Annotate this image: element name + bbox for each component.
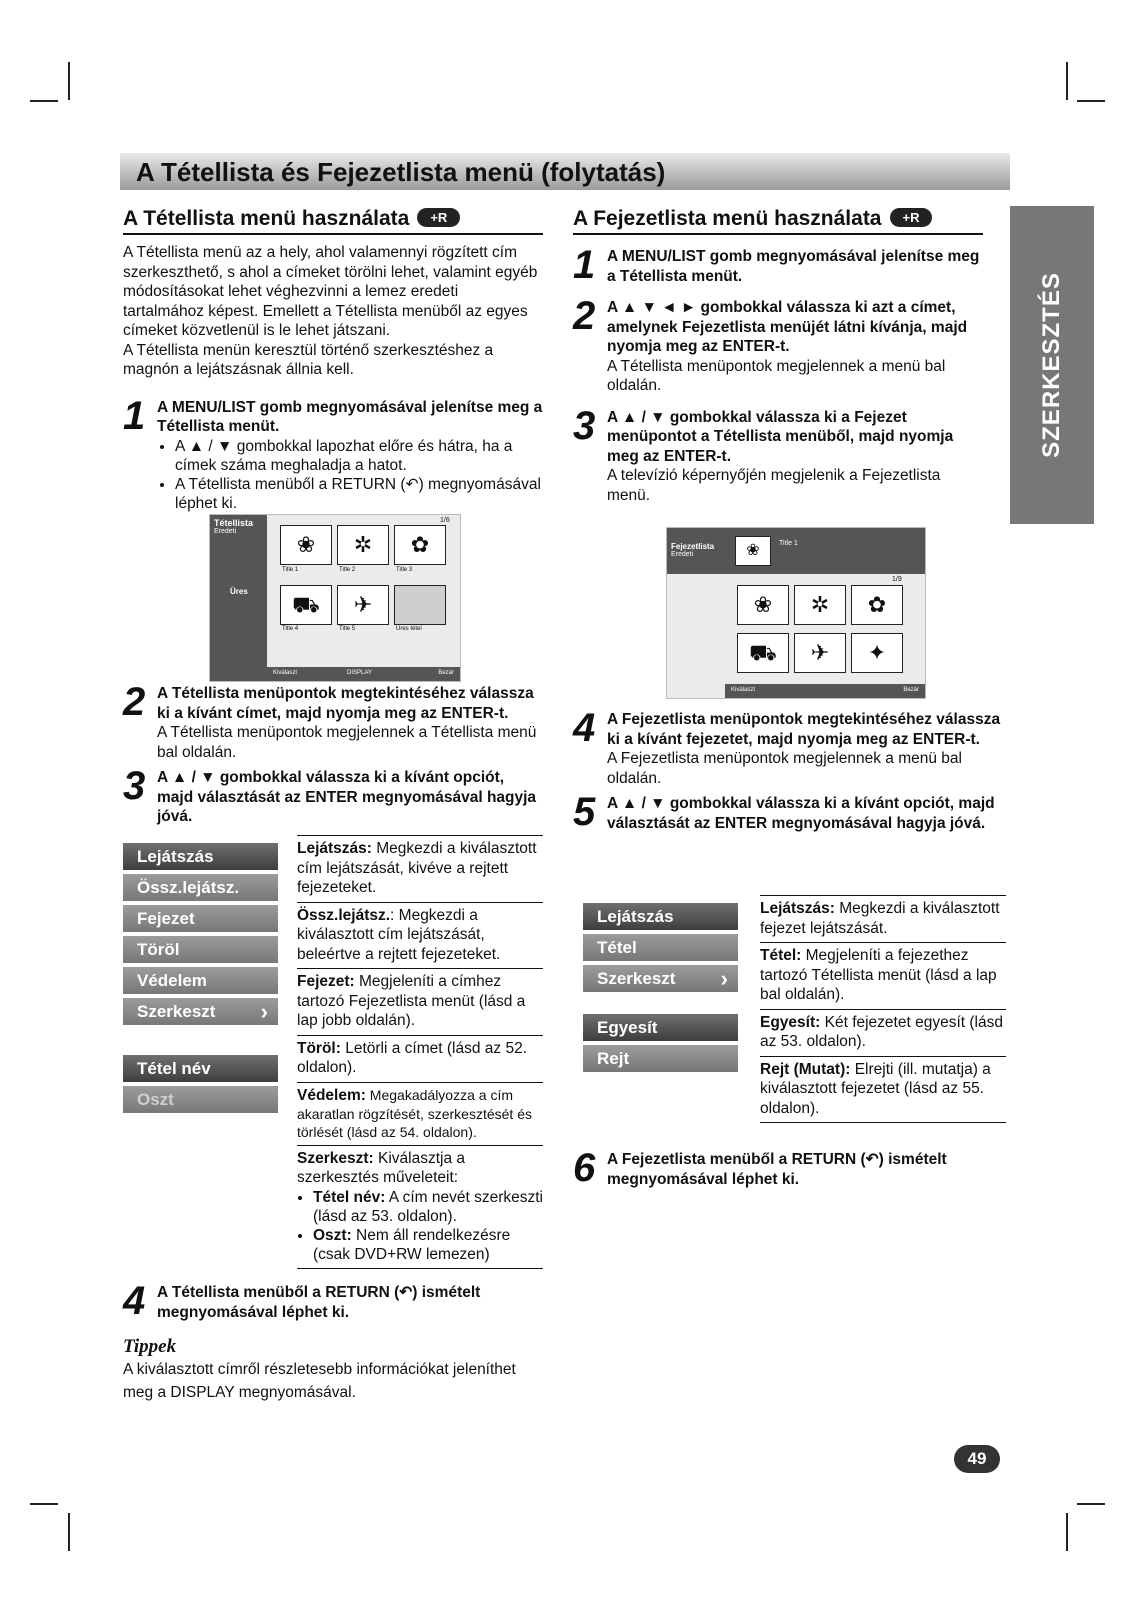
page-title: A Tétellista és Fejezetlista menü (folytatás) <box>136 157 666 187</box>
left-column-2 <box>123 680 543 827</box>
chapter-options-descriptions <box>760 895 1006 1123</box>
osd-thumb: ⛟ <box>280 585 332 625</box>
menu-item-osszlejatsz[interactable]: Össz.lejátsz. <box>123 874 278 901</box>
desc-item: Össz.lejátsz.: Megkezdi a kiválasztott cím lejátszását, beleértve a rejtett fejezeteket. <box>297 902 543 969</box>
desc-item: Lejátszás: Megkezdi a kiválasztott fejezet lejátszását. <box>760 895 1006 942</box>
left-step-3: 3 A ▲ / ▼ gombokkal válassza ki a kívánt opciót, majd választását az ENTER megnyomásával hagyja jóvá. <box>123 764 537 825</box>
left-step-4: 4 A Tétellista menüből a RETURN (↶) ismételt megnyomásával léphet ki. <box>123 1279 481 1323</box>
edit-submenu <box>123 1055 278 1117</box>
crop-mark <box>1077 100 1105 102</box>
menu-item-tetel[interactable]: Tétel <box>583 934 738 961</box>
menu-item-lejatszas[interactable]: Lejátszás <box>583 903 738 930</box>
osd-info: ❀ Title 1 <box>725 528 925 574</box>
step-number: 2 <box>573 294 596 338</box>
osd-thumb: ✲ <box>794 585 846 625</box>
osd-sidebar: Tétellista Eredeti Üres <box>210 515 267 681</box>
right-step-6: 6 A Fejezetlista menüből a RETURN (↶) ismételt megnyomásával léphet ki. <box>573 1146 947 1190</box>
left-heading: A Tétellista menü használata +R <box>123 207 543 235</box>
desc-item: Tétel: Megjeleníti a fejezethez tartozó Tétellista menüt (lásd a lap bal oldalán). <box>760 942 1006 1009</box>
desc-item: Töröl: Letörli a címet (lásd az 52. oldalon). <box>297 1035 543 1082</box>
menu-item-torol[interactable]: Töröl <box>123 936 278 963</box>
bullet: • A Tétellista menüből a RETURN (↶) megnyomásával léphet ki. <box>175 475 543 513</box>
chapter-options-menu <box>583 903 738 996</box>
crop-mark <box>30 100 58 102</box>
step-number: 6 <box>573 1146 596 1190</box>
step-bold: A MENU/LIST gomb megnyomásával jelenítse meg a Tétellista menüt. <box>157 398 543 435</box>
osd-thumb: ⛟ <box>737 633 789 673</box>
bullet: • Tétel név: A cím nevét szerkeszti (lásd az 53. oldalon). <box>313 1188 543 1226</box>
desc-item: Rejt (Mutat): Elrejti (ill. mutatja) a kiválasztott fejezetet (lásd az 55. oldalon). <box>760 1056 1006 1124</box>
desc-item: Fejezet: Megjeleníti a címhez tartozó Fejezetlista menüt (lásd a lap jobb oldalán). <box>297 968 543 1035</box>
right-step-2: 2 A ▲ ▼ ◄ ► gombokkal válassza ki azt a címet, amelynek Fejezetlista menüjét látni kívánja, majd nyomja meg az ENTER-t. A Tétellista menüpontok megjelennek a menü bal oldalán. <box>573 294 968 394</box>
chapter-list-osd <box>666 527 926 699</box>
page-number: 49 <box>954 1445 1000 1473</box>
plus-r-badge: +R <box>890 208 933 227</box>
left-step-1 <box>123 393 543 513</box>
right-step-4: 4 A Fejezetlista menüpontok megtekintéséhez válassza ki a kívánt fejezetet, majd nyomja meg az ENTER-t. A Fejezetlista menüpontok megjelennek a menü bal oldalán. <box>573 706 1001 787</box>
osd-page: 1/6 <box>440 517 450 524</box>
step-number: 2 <box>123 680 146 724</box>
title-options-menu <box>123 843 278 1029</box>
desc-item: Egyesít: Két fejezetet egyesít (lásd az 53. oldalon). <box>760 1009 1006 1056</box>
osd-thumb: ✈ <box>337 585 389 625</box>
crop-mark <box>68 1513 70 1551</box>
title-options-descriptions <box>297 835 543 1269</box>
step-number: 5 <box>573 790 596 834</box>
crop-mark <box>1066 62 1068 100</box>
right-column-3 <box>573 1146 1003 1190</box>
bullet: • A ▲ / ▼ gombokkal lapozhat előre és hátra, ha a címek száma meghaladja a hatot. <box>175 437 543 475</box>
step-number: 3 <box>123 764 146 808</box>
menu-item-fejezet[interactable]: Fejezet <box>123 905 278 932</box>
right-step-3: 3 A ▲ / ▼ gombokkal válassza ki a Fejezet menüpontot a Tétellista menüből, majd nyomja meg az ENTER-t. A televízió képernyőjén megjelenik a Fejezetlista menü. <box>573 403 954 504</box>
osd-page: 1/9 <box>892 576 902 583</box>
menu-item-szerkeszt[interactable]: Szerkeszt › <box>583 965 738 992</box>
osd-thumb-empty <box>394 585 446 625</box>
tips-text: A kiválasztott címről részletesebb információkat jeleníthet meg a DISPLAY megnyomásával. <box>123 1361 516 1401</box>
section-tab <box>1010 206 1094 524</box>
menu-item-szerkeszt[interactable]: Szerkeszt › <box>123 998 278 1025</box>
right-step-1: 1 A MENU/LIST gomb megnyomásával jelenítse meg a Tétellista menüt. <box>573 243 980 287</box>
left-intro: A Tétellista menü az a hely, ahol valamennyi rögzített cím szerkeszthető, s ahol a címeket törölni lehet, valamint egyéb módosításokat lehet véghezvinni a lemez eredeti tartalmához képest. Emellett a Tétellista menüből az egyes címeket közvetlenül is le lehet játszani. <box>123 244 538 339</box>
right-column-2 <box>573 706 1003 834</box>
osd-sidebar: Fejezetlista Eredeti <box>667 528 725 574</box>
menu-item-vedelem[interactable]: Védelem <box>123 967 278 994</box>
osd-thumb: ✿ <box>851 585 903 625</box>
crop-mark <box>68 62 70 100</box>
desc-item: Lejátszás: Megkezdi a kiválasztott cím lejátszását, kivéve a rejtett fejezeteket. <box>297 835 543 902</box>
right-column <box>573 207 983 505</box>
desc-item: Szerkeszt: Kiválasztja a szerkesztés műveleteit: • Tétel név: A cím nevét szerkeszti (lásd az 53. oldalon). • Oszt: Nem áll rendelkezésre (csak DVD+RW lemezen) <box>297 1145 543 1269</box>
crop-mark <box>1066 1513 1068 1551</box>
menu-item-egyesit[interactable]: Egyesít <box>583 1014 738 1041</box>
plus-r-badge: +R <box>417 208 460 227</box>
page-title-bar <box>120 153 1010 190</box>
osd-thumb: ✿ <box>394 525 446 565</box>
left-column <box>123 207 543 513</box>
osd-footer: Kiválaszt DISPLAY Bezár <box>267 667 460 681</box>
step-number: 1 <box>123 393 146 438</box>
step-number: 3 <box>573 403 596 448</box>
left-column-3 <box>123 1279 543 1404</box>
osd-thumb: ❀ <box>280 525 332 565</box>
menu-item-oszt[interactable]: Oszt <box>123 1086 278 1113</box>
crop-mark <box>30 1503 58 1505</box>
menu-item-tetel-nev[interactable]: Tétel név <box>123 1055 278 1082</box>
right-heading: A Fejezetlista menü használata +R <box>573 207 983 235</box>
osd-thumb: ✈ <box>794 633 846 673</box>
osd-thumb: ✦ <box>851 633 903 673</box>
title-list-osd: Tétellista Eredeti Üres 1/6 ❀ ✲ ✿ Title 1 Title 2 Title 3 ⛟ ✈ Title 4 Title 5 Üres tétel Kiválaszt DISPLAY Bezár <box>209 514 461 682</box>
right-step-5: 5 A ▲ / ▼ gombokkal válassza ki a kívánt opciót, majd választását az ENTER megnyomásával hagyja jóvá. <box>573 790 995 834</box>
step-number: 4 <box>573 706 596 750</box>
left-step-2: 2 A Tétellista menüpontok megtekintéséhez válassza ki a kívánt címet, majd nyomja meg az ENTER-t. A Tétellista menüpontok megjelennek a Tétellista menü bal oldalán. <box>123 680 537 761</box>
menu-item-rejt[interactable]: Rejt <box>583 1045 738 1072</box>
section-tab-label: SZERKESZTÉS <box>1038 272 1065 458</box>
step-number: 4 <box>123 1279 146 1323</box>
osd-thumb: ✲ <box>337 525 389 565</box>
menu-item-lejatszas[interactable]: Lejátszás <box>123 843 278 870</box>
tips-title: Tippek <box>123 1336 177 1357</box>
crop-mark <box>1077 1503 1105 1505</box>
bullet: • Oszt: Nem áll rendelkezésre (csak DVD+RW lemezen) <box>313 1226 543 1264</box>
desc-item: Védelem: Megakadályozza a cím akaratlan rögzítését, szerkesztését és törlését (lásd az 54. oldalon). <box>297 1082 543 1145</box>
step-number: 1 <box>573 243 596 287</box>
osd-footer: Kiválaszt Bezár <box>725 684 925 698</box>
left-intro-2: A Tétellista menün keresztül történő szerkesztéshez a magnón a lejátszásnak állnia kell. <box>123 341 494 378</box>
osd-thumb: ❀ <box>737 585 789 625</box>
chapter-edit-submenu <box>583 1014 738 1076</box>
